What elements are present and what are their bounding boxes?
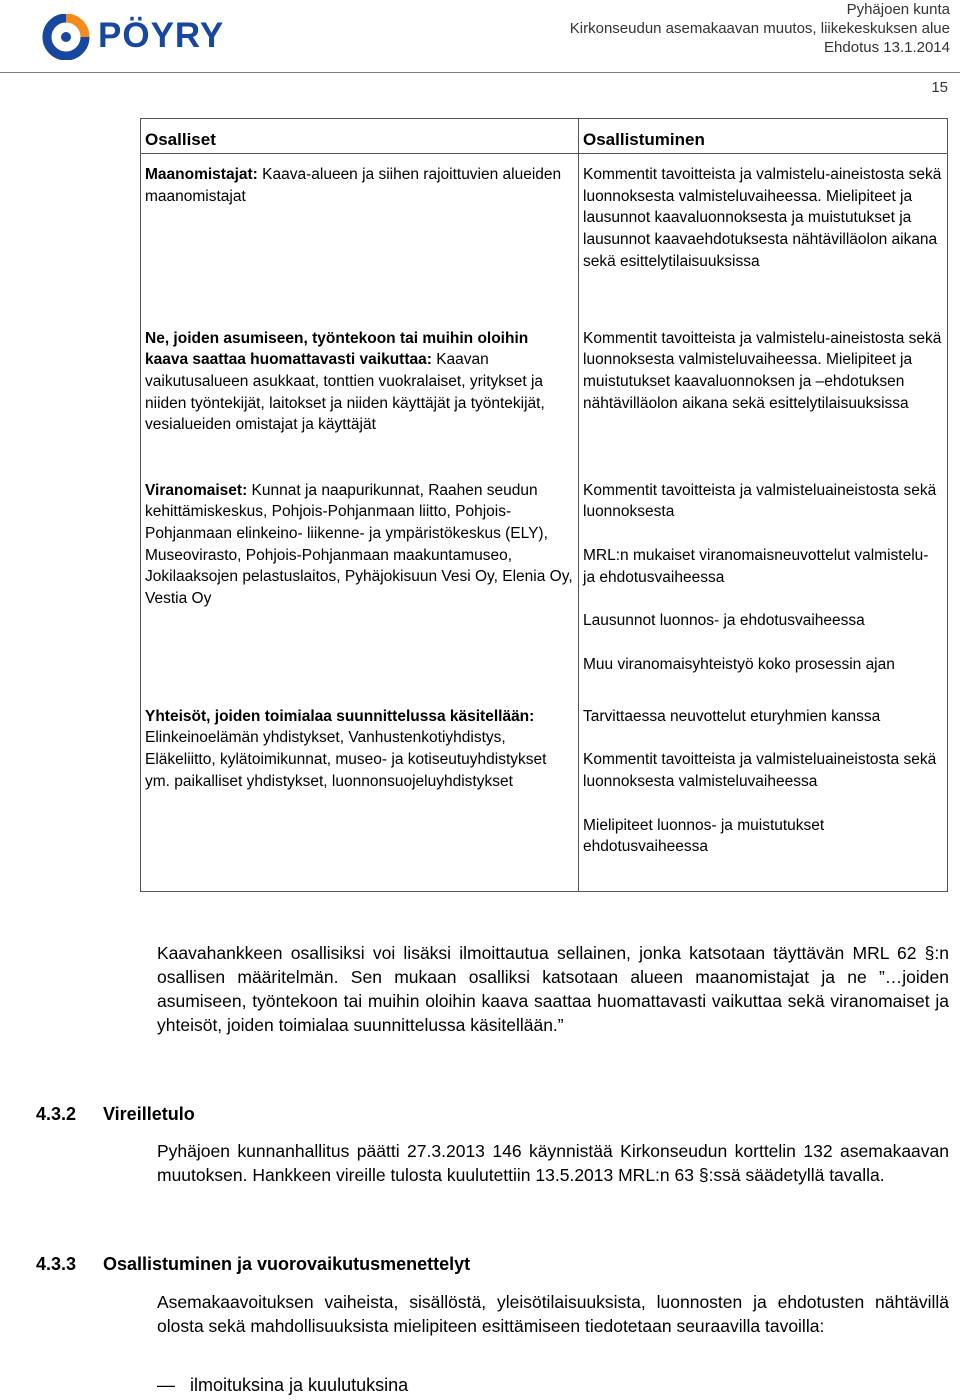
section-title-osallistuminen: Osallistuminen ja vuorovaikutusmenettelyt	[103, 1254, 471, 1274]
paragraph-vireilletulo: Pyhäjoen kunnanhallitus päätti 27.3.2013 146 käynnistää Kirkonseudun korttelin 132 asemakaavan muutoksen. Hankkeen vireille tulosta kuulutettiin 13.5.2013 MRL:n 63 §:ssä säädetyllä tavalla.	[157, 1141, 949, 1185]
participant-desc: Kunnat ja naapurikunnat, Raahen seudun kehittämiskeskus, Pohjois-Pohjanmaan liitto, Pohjois-Pohjanmaan elinkeino- liikenne- ja ympäristökeskus (ELY), Museovirasto, Pohjois-Pohjanmaan maakuntamuseo, Jokilaaksojen pelastuslaitos, Pyhäjokisuun Vesi Oy, Elenia Oy, Vestia Oy	[145, 481, 573, 608]
table-header-row	[141, 119, 948, 154]
paragraph-osalliset: Kaavahankkeen osallisiksi voi lisäksi ilmoittautua sellainen, jonka katsotaan täyttävän MRL 62 §:n osallisen määritelmän. Sen mukaan osalliksi katsotaan alueen maanomistajat ja ne ”…joiden asumiseen, työntekoon tai muihin oloihin kaava saattaa huomattavasti vaikuttaa sekä viranomaiset ja yhteisöt, joiden toimialaa suunnittelussa käsitellään.”	[157, 943, 949, 1035]
participation-item: Muu viranomaisyhteistyö koko prosessin ajan	[583, 656, 895, 674]
poyry-logo-icon	[40, 14, 92, 60]
page-number: 15	[931, 79, 948, 96]
participation-cell	[579, 154, 948, 304]
list-item: ilmoituksina ja kuulutuksina	[190, 1375, 409, 1395]
participant-cell	[141, 456, 579, 696]
participant-group: Ne, joiden asumiseen, työntekoon tai muihin oloihin kaava saattaa huomattavasti vaikuttaa:	[145, 329, 529, 369]
poyry-logo	[40, 14, 250, 60]
participant-group: Viranomaiset:	[145, 481, 248, 499]
logo-wordmark: PÖYRY	[98, 16, 225, 55]
header-municipality: Pyhäjoen kunta	[846, 1, 950, 18]
section-number-433: 4.3.3	[36, 1254, 77, 1274]
header-divider	[0, 72, 960, 73]
participation-item: Kommentit tavoitteista ja valmisteluaineistosta sekä luonnoksesta valmisteluvaiheessa	[583, 751, 937, 790]
col-header-osalliset: Osalliset	[141, 119, 579, 154]
section-number-432: 4.3.2	[36, 1104, 77, 1124]
participant-cell	[141, 154, 579, 304]
table-row	[141, 304, 948, 456]
participation-item: Tarvittaessa neuvottelut eturyhmien kanssa	[583, 707, 881, 725]
document-header	[570, 0, 950, 57]
table-row	[141, 456, 948, 696]
participant-desc: Kaavan vaikutusalueen asukkaat, tonttien vuokralaiset, yritykset ja niiden työntekijät, laitokset ja niiden käyttäjät ja työntekijät, vesialueiden omistajat ja käyttäjät	[145, 351, 545, 434]
table-row	[141, 154, 948, 304]
col-header-osallistuminen: Osallistuminen	[579, 119, 948, 154]
participant-cell	[141, 696, 579, 892]
participant-group: Yhteisöt, joiden toimialaa suunnittelussa käsitellään:	[145, 707, 535, 725]
section-title-vireilletulo: Vireilletulo	[103, 1104, 195, 1124]
participation-cell	[579, 304, 948, 456]
participation-cell	[579, 456, 948, 696]
header-version: Ehdotus 13.1.2014	[824, 39, 950, 56]
participation-item: MRL:n mukaiset viranomaisneuvottelut valmistelu- ja ehdotusvaiheessa	[583, 546, 929, 586]
participation-item: Kommentit tavoitteista ja valmistelu-aineistosta sekä luonnoksesta valmisteluvaiheessa. Mielipiteet ja muistutukset kaavaluonnoksen ja –ehdotuksen nähtävilläolon aikana sekä esittelytilaisuuksissa	[583, 329, 942, 412]
participant-desc: Kaava-alueen ja siihen rajoittuvien alueiden maanomistajat	[145, 166, 562, 205]
list-bullet-dash: —	[157, 1375, 175, 1395]
participants-table	[140, 118, 948, 892]
participation-cell	[579, 696, 948, 892]
table-row	[141, 696, 948, 892]
participation-item: Lausunnot luonnos- ja ehdotusvaiheessa	[583, 612, 865, 630]
participant-group: Maanomistajat:	[145, 166, 258, 183]
header-project: Kirkonseudun asemakaavan muutos, liikekeskuksen alue	[569, 20, 950, 37]
participation-item: Kommentit tavoitteista ja valmistelu-aineistosta sekä luonnoksesta valmisteluvaiheessa. Mielipiteet ja lausunnot kaavaluonnoksesta ja muistutukset ja lausunnot kaavaehdotuksesta nähtävilläolon aikana sekä esittelytilaisuuksissa	[583, 166, 942, 270]
participant-cell	[141, 304, 579, 456]
paragraph-tiedottaminen: Asemakaavoituksen vaiheista, sisällöstä, yleisötilaisuuksista, luonnosten ja ehdotusten nähtävillä olosta sekä mahdollisuuksista mielipiteen esittämiseen tiedotetaan seuraavilla tavoilla:	[157, 1292, 949, 1336]
participant-desc: Elinkeinoelämän yhdistykset, Vanhustenkotiyhdistys, Eläkeliitto, kylätoimikunnat, museo- ja kotiseutuyhdistykset ym. paikalliset yhdistykset, luonnonsuojeluyhdistykset	[145, 729, 547, 790]
participation-item: Kommentit tavoitteista ja valmisteluaineistosta sekä luonnoksesta	[583, 481, 937, 521]
participation-item: Mielipiteet luonnos- ja muistutukset ehdotusvaiheessa	[583, 816, 825, 856]
